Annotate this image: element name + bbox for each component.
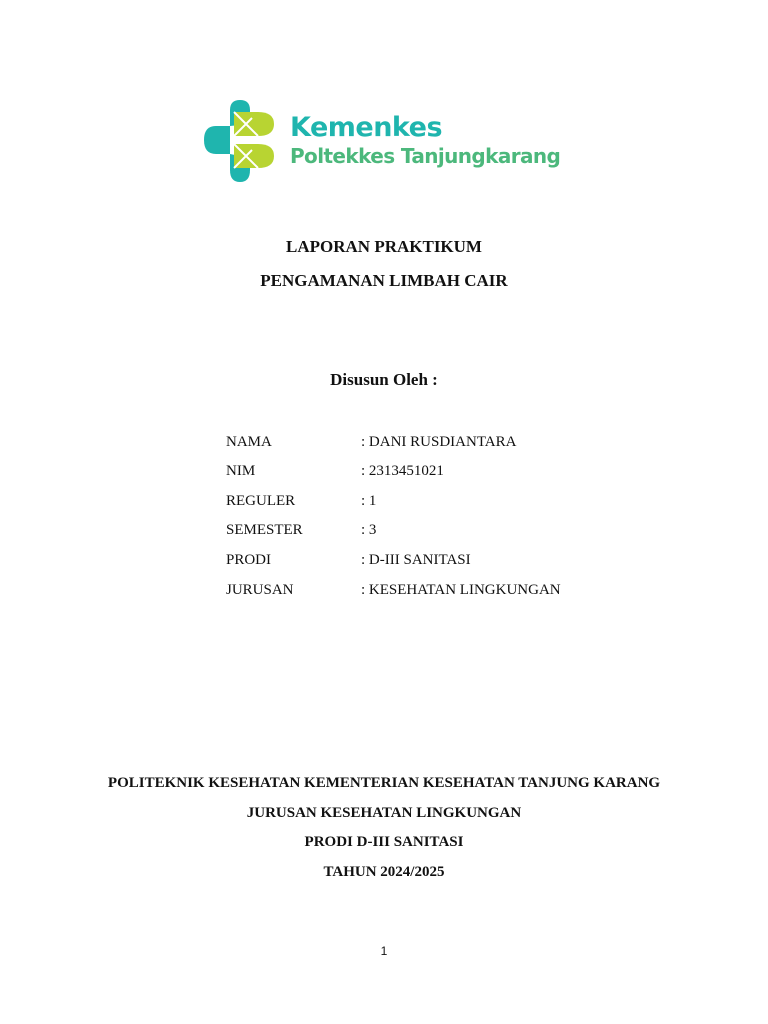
identity-label: NAMA bbox=[226, 434, 272, 450]
identity-value: : 1 bbox=[361, 493, 377, 509]
report-title: LAPORAN PRAKTIKUM bbox=[286, 237, 482, 256]
page-number: 1 bbox=[380, 944, 388, 958]
kemenkes-logo bbox=[200, 98, 570, 188]
identity-label: PRODI bbox=[226, 552, 272, 568]
institution-program: PRODI D-III SANITASI bbox=[304, 834, 464, 850]
identity-label: JURUSAN bbox=[226, 582, 294, 598]
identity-label: NIM bbox=[226, 463, 256, 479]
identity-label: REGULER bbox=[226, 493, 296, 509]
institution-name: POLITEKNIK KESEHATAN KEMENTERIAN KESEHATAN TANJUNG KARANG bbox=[107, 775, 661, 791]
identity-value: : KESEHATAN LINGKUNGAN bbox=[361, 582, 561, 598]
identity-value: : 3 bbox=[361, 522, 377, 538]
logo-name: Kemenkes bbox=[290, 112, 443, 143]
logo-subtitle: Poltekkes Tanjungkarang bbox=[290, 144, 561, 168]
identity-label: SEMESTER bbox=[226, 522, 303, 538]
identity-value: : DANI RUSDIANTARA bbox=[361, 434, 517, 450]
report-subtitle: PENGAMANAN LIMBAH CAIR bbox=[260, 271, 508, 290]
compiled-by-heading: Disusun Oleh : bbox=[330, 370, 438, 389]
institution-department: JURUSAN KESEHATAN LINGKUNGAN bbox=[246, 805, 522, 821]
identity-value: : D-III SANITASI bbox=[361, 552, 471, 568]
institution-year: TAHUN 2024/2025 bbox=[323, 864, 445, 880]
kemenkes-logo-icon bbox=[200, 98, 280, 184]
identity-value: : 2313451021 bbox=[361, 463, 444, 479]
